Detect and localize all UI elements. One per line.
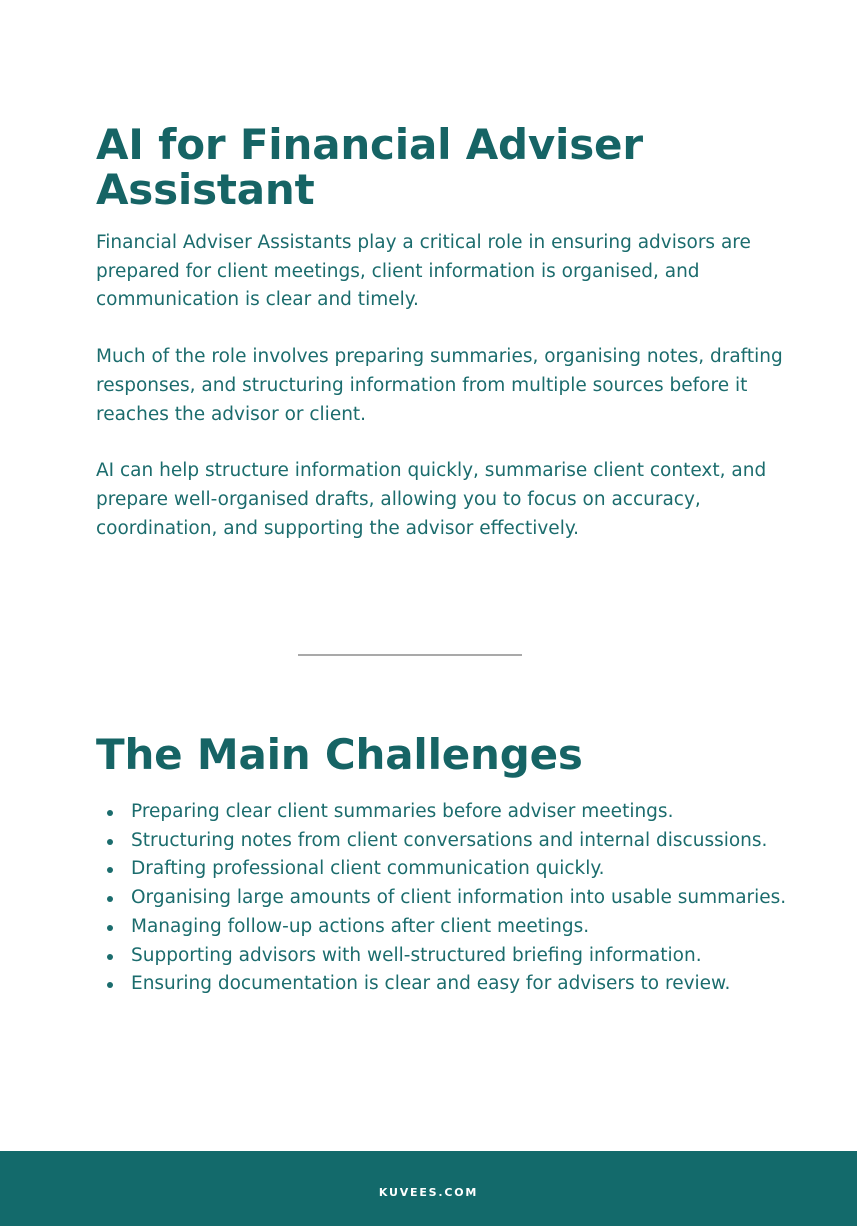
list-item — [131, 942, 791, 971]
intro-paragraph-1: Financial Adviser Assistants play a critical role in ensuring advisors are prepared for client meetings, client information is organised, and communication is clear and timely. — [96, 232, 751, 311]
challenges-list — [96, 798, 791, 999]
footer-link[interactable]: KUVEES.COM — [378, 1186, 479, 1199]
bullet-icon — [107, 925, 113, 931]
list-item-text: Managing follow-up actions after client meetings. — [131, 915, 590, 937]
intro-paragraph-3: AI can help structure information quickly, summarise client context, and prepare well-organised drafts, allowing you to focus on accuracy, coordination, and supporting the advisor effectively. — [96, 460, 767, 539]
list-item — [131, 798, 791, 827]
bullet-icon — [107, 982, 113, 988]
list-item-text: Organising large amounts of client information into usable summaries. — [131, 887, 787, 909]
page-title: AI for Financial Adviser Assistant — [96, 120, 643, 214]
list-item — [131, 913, 791, 942]
list-item-text: Structuring notes from client conversations and internal discussions. — [131, 829, 768, 851]
intro-text — [96, 229, 786, 571]
list-item-text: Preparing clear client summaries before adviser meetings. — [131, 801, 674, 822]
bullet-icon — [107, 839, 113, 845]
challenges-heading: The Main Challenges — [96, 730, 583, 779]
section-divider — [298, 654, 522, 656]
list-item — [131, 970, 791, 999]
list-item — [131, 855, 791, 884]
intro-paragraph-2: Much of the role involves preparing summaries, organising notes, drafting responses, and structuring information from multiple sources before it reaches the advisor or client. — [96, 346, 783, 425]
list-item — [131, 827, 791, 856]
list-item-text: Drafting professional client communication quickly. — [131, 858, 605, 880]
bullet-icon — [107, 896, 113, 902]
bullet-icon — [107, 810, 113, 816]
list-item — [131, 884, 791, 913]
bullet-icon — [107, 867, 113, 873]
bullet-icon — [107, 954, 113, 960]
list-item-text: Ensuring documentation is clear and easy for advisers to review. — [131, 973, 731, 995]
list-item-text: Supporting advisors with well-structured briefing information. — [131, 944, 702, 966]
